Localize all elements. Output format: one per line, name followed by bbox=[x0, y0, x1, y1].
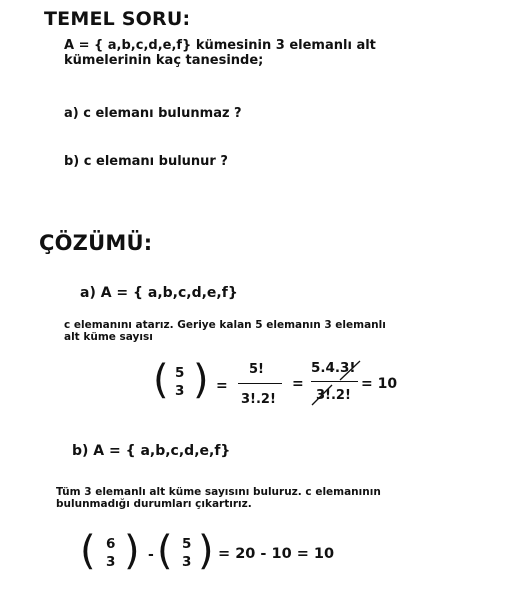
left-paren: ( bbox=[153, 357, 169, 403]
right-paren: ) bbox=[198, 528, 214, 574]
fraction-1-numerator: 5! bbox=[249, 362, 264, 377]
fraction-2-denominator: 3!.2! bbox=[316, 388, 351, 403]
left-paren: ( bbox=[80, 528, 96, 574]
right-paren: ) bbox=[124, 528, 140, 574]
fraction-2-numerator: 5.4.3! bbox=[311, 360, 356, 376]
binom-1-bottom: 3 bbox=[106, 554, 116, 570]
binom-top: 5 bbox=[175, 365, 185, 381]
binom-2-top: 5 bbox=[182, 536, 192, 552]
binom-1-top: 6 bbox=[106, 536, 116, 552]
left-paren: ( bbox=[157, 528, 173, 574]
binom-2-bottom: 3 bbox=[182, 554, 192, 570]
question-line-2: kümelerinin kaç tanesinde; bbox=[64, 53, 264, 68]
question-part-b: b) c elemanı bulunur ? bbox=[64, 154, 228, 169]
solution-a-explanation-1: c elemanını atarız. Geriye kalan 5 elemanın 3 elemanlı bbox=[64, 319, 386, 331]
equals-sign: = bbox=[292, 376, 304, 392]
question-part-a: a) c elemanı bulunmaz ? bbox=[64, 106, 242, 121]
result: = 20 - 10 = 10 bbox=[218, 546, 335, 562]
equals-sign: = bbox=[216, 378, 228, 394]
fraction-1-denominator: 3!.2! bbox=[241, 392, 276, 407]
solution-b-set: b) A = { a,b,c,d,e,f} bbox=[72, 443, 231, 459]
solution-b-explanation-1: Tüm 3 elemanlı alt küme sayısını buluruz. c elemanının bbox=[56, 486, 381, 498]
right-paren: ) bbox=[193, 357, 209, 403]
solution-a-explanation-2: alt küme sayısı bbox=[64, 331, 153, 343]
result: = 10 bbox=[361, 376, 398, 392]
minus-sign: - bbox=[148, 547, 154, 563]
solution-a-set: a) A = { a,b,c,d,e,f} bbox=[80, 285, 238, 301]
solution-b-explanation-2: bulunmadığı durumları çıkartırız. bbox=[56, 498, 252, 510]
question-line-1: A = { a,b,c,d,e,f} kümesinin 3 elemanlı alt bbox=[64, 38, 376, 53]
binom-bottom: 3 bbox=[175, 383, 185, 399]
solution-title: ÇÖZÜMÜ: bbox=[39, 231, 153, 255]
problem-title: TEMEL SORU: bbox=[44, 8, 191, 30]
